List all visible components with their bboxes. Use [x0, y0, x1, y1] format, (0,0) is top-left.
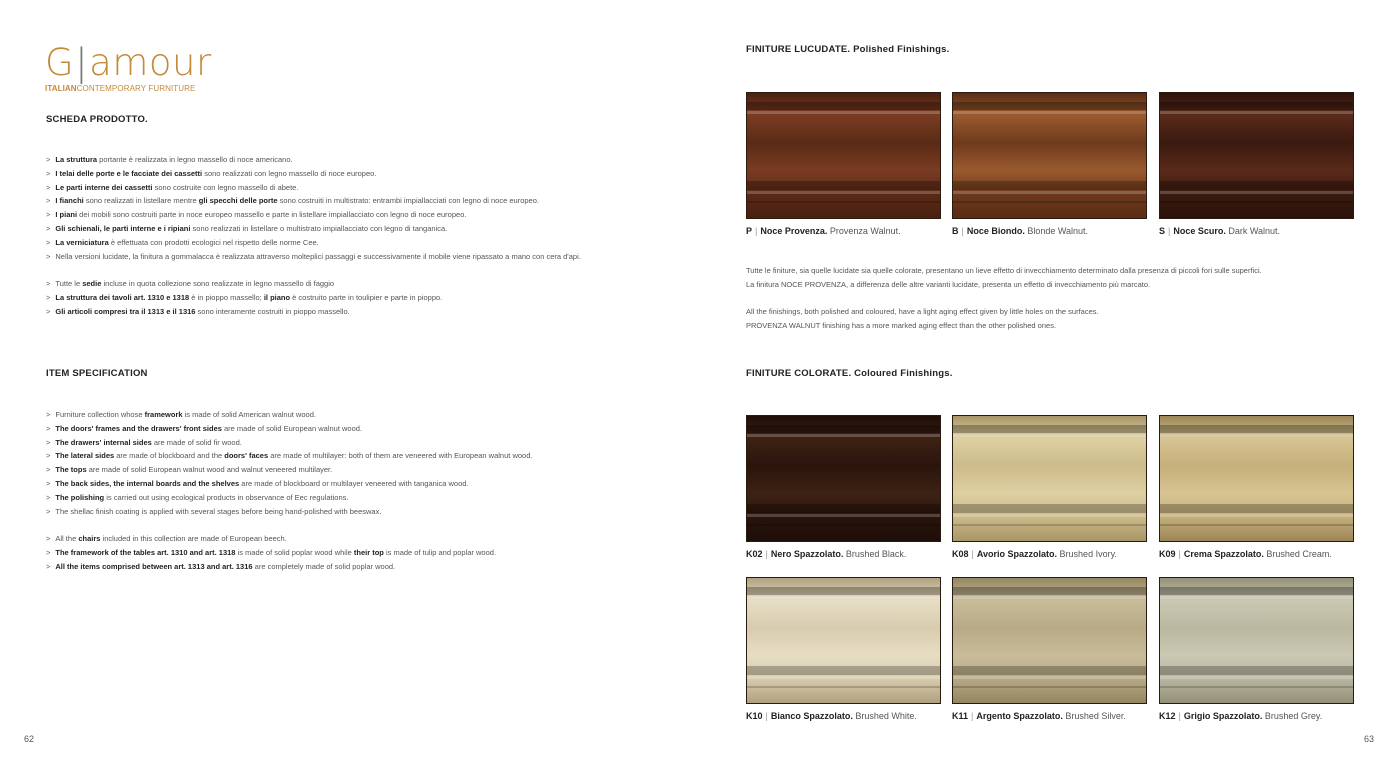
caption-divider: | [1168, 226, 1171, 236]
bold-text: The back sides, the internal boards and the shelves [55, 478, 240, 488]
body-text: sono realizzati in listellare o multistrato impiallacciato con legno di tanganica. [190, 223, 448, 233]
finish-english-name: Brushed Cream. [1263, 549, 1332, 559]
finish-caption [1159, 226, 1280, 236]
bullet-arrow: > [46, 437, 51, 447]
note-en-line-1: All the finishings, both polished and coloured, have a light aging effect given by little holes on the surfaces. [746, 307, 1099, 316]
list-item [46, 408, 532, 422]
body-text: sono costruite con legno massello di abete. [152, 182, 299, 192]
swatch-molding [1160, 181, 1353, 190]
swatch-molding [1160, 102, 1353, 110]
swatch-molding [1160, 504, 1353, 513]
bold-text: il piano [263, 292, 291, 302]
finish-name: Avorio Spazzolato. [976, 549, 1058, 559]
swatch-molding [747, 686, 940, 688]
body-text: is made of solid American walnut wood. [182, 410, 316, 419]
swatch-molding [747, 596, 940, 599]
bold-text: The framework of the tables art. 1310 and art. 1318 [55, 547, 236, 557]
body-text: portante è realizzata in legno massello di noce americano. [97, 155, 293, 164]
swatch-molding [953, 686, 1146, 688]
brand-word-right: amour [89, 41, 212, 84]
bullet-arrow: > [46, 492, 51, 502]
finish-swatch [746, 577, 941, 704]
page-number-right: 63 [1364, 734, 1375, 744]
swatch-molding [1160, 434, 1353, 437]
swatch-molding [953, 181, 1146, 190]
swatch-molding [953, 504, 1146, 513]
body-text: are completely made of solid poplar wood. [252, 561, 396, 571]
finish-caption [746, 549, 906, 559]
bullet-arrow: > [46, 168, 51, 178]
bullet-arrow: > [46, 465, 51, 475]
finish-swatch [952, 415, 1147, 542]
finish-name: Crema Spazzolato. [1183, 549, 1264, 559]
swatch-molding [747, 587, 940, 595]
swatch-molding [953, 434, 1146, 437]
list-item [46, 222, 581, 236]
brand-tagline [45, 84, 212, 93]
coloured-heading [746, 368, 953, 379]
caption-divider: | [971, 711, 974, 721]
finish-swatch [952, 92, 1147, 219]
list-item [46, 546, 532, 560]
list-item [46, 532, 532, 546]
body-text: è effettuata con prodotti ecologici nel rispetto delle norme Cee. [108, 237, 319, 247]
list-item [46, 167, 581, 181]
swatch-molding [747, 181, 940, 190]
bold-text: Le parti interne dei cassetti [55, 182, 153, 192]
bullet-arrow: > [46, 506, 51, 516]
body-text: incluse in quota collezione sono realizzate in legno massello di faggio [101, 279, 335, 289]
finish-swatch [1159, 415, 1354, 542]
swatch-molding [953, 666, 1146, 675]
body-text: Nella versioni lucidate, la finitura a gommalacca è realizzata attraverso molteplici passaggi e successivamente il mobile viene ripassato a mano con cera d'api. [55, 251, 581, 261]
swatch-molding [747, 514, 940, 517]
bold-text: I fianchi [55, 196, 84, 206]
swatch-molding [1160, 514, 1353, 517]
body-text: è in pioppo massello; [189, 292, 264, 302]
list-item [46, 477, 532, 491]
caption-divider: | [765, 549, 768, 559]
bold-text: chairs [78, 534, 101, 544]
swatch-molding [747, 111, 940, 114]
finish-caption [746, 711, 917, 721]
bullet-arrow: > [46, 279, 51, 289]
finish-name: Nero Spazzolato. [770, 549, 844, 559]
swatch-molding [953, 425, 1146, 433]
list-item [46, 291, 581, 305]
finish-code: K11 [952, 711, 969, 721]
body-text: sono realizzati in listellare mentre [83, 196, 199, 206]
bold-text: The polishing [55, 492, 105, 502]
list-item [46, 236, 581, 250]
body-text: Tutte le [55, 279, 83, 289]
swatch-molding [747, 524, 940, 526]
swatch-molding [747, 666, 940, 675]
finish-code: K02 [746, 549, 763, 559]
finish-english-name: Blonde Walnut. [1024, 226, 1089, 236]
swatch-molding [1160, 587, 1353, 595]
brand-tagline-bold: ITALIAN [45, 84, 77, 93]
bullet-arrow: > [46, 210, 51, 220]
finish-code: K08 [952, 549, 969, 559]
body-text: are made of solid European walnut wood and walnut veneered multilayer. [86, 465, 333, 475]
finish-english-name: Brushed Ivory. [1057, 549, 1117, 559]
finish-english-name: Brushed White. [852, 711, 917, 721]
finish-swatch [746, 92, 941, 219]
bold-text: I piani [55, 210, 78, 220]
bullet-arrow: > [46, 237, 51, 247]
bold-text: The drawers' internal sides [55, 437, 152, 447]
caption-divider: | [961, 226, 964, 236]
bold-text: The tops [55, 465, 87, 475]
list-item [46, 208, 581, 222]
scheda-heading: SCHEDA PRODOTTO. [46, 114, 148, 125]
finish-english-name: Brushed Black. [843, 549, 907, 559]
bold-text: The lateral sides [55, 451, 115, 461]
finish-code: S [1159, 226, 1166, 236]
list-item [46, 560, 532, 574]
body-text: are made of blockboard or multilayer veneered with tanganica wood. [239, 478, 469, 488]
finish-code: P [746, 226, 753, 236]
list-item [46, 491, 532, 505]
bold-text: The doors' frames and the drawers' front sides [55, 423, 222, 433]
finish-caption [952, 711, 1126, 721]
body-text: included in this collection are made of European beech. [100, 534, 287, 544]
polished-note-it [746, 264, 1262, 292]
bullet-arrow: > [46, 182, 51, 192]
bullet-arrow: > [46, 410, 51, 419]
finish-english-name: Brushed Grey. [1262, 711, 1323, 721]
bold-text: gli specchi delle porte [198, 196, 278, 206]
polished-heading-rest: Polished Finishings. [850, 44, 950, 55]
finish-name: Noce Biondo. [966, 226, 1025, 236]
bullet-arrow: > [46, 223, 51, 233]
note-en-line-2: PROVENZA WALNUT finishing has a more marked aging effect than the other polished ones. [746, 320, 1057, 330]
polished-heading-bold: FINITURE LUCUDATE. [746, 44, 851, 55]
body-text: sono interamente costruiti in pioppo massello. [195, 306, 350, 316]
bullet-arrow: > [46, 292, 51, 302]
body-text: sono realizzati con legno massello di noce europeo. [202, 168, 377, 178]
finish-name: Bianco Spazzolato. [770, 711, 853, 721]
item-spec-list [46, 408, 532, 574]
swatch-molding [1160, 111, 1353, 114]
coloured-heading-rest: Coloured Finishings. [851, 368, 953, 379]
bold-text: I telai delle porte e le facciate dei cassetti [55, 168, 203, 178]
body-text: All the [55, 534, 79, 544]
finish-caption [1159, 711, 1322, 721]
swatch-molding [1160, 686, 1353, 688]
finish-english-name: Provenza Walnut. [827, 226, 901, 236]
list-item [46, 422, 532, 436]
list-item [46, 153, 581, 167]
swatch-molding [953, 102, 1146, 110]
body-text: The shellac finish coating is applied with several stages before being hand-polished with beeswax. [55, 506, 382, 516]
bold-text: doors' faces [224, 451, 269, 461]
list-item [46, 463, 532, 477]
swatch-molding [747, 201, 940, 203]
bullet-arrow: > [46, 547, 51, 557]
list-item [46, 250, 581, 264]
bullet-arrow: > [46, 534, 51, 544]
polished-heading [746, 44, 949, 55]
body-text: is carried out using ecological products in observance of Eec regulations. [104, 492, 349, 502]
finish-name: Noce Scuro. [1173, 226, 1226, 236]
swatch-molding [953, 587, 1146, 595]
note-it-line-2: La finitura NOCE PROVENZA, a differenza delle altre varianti lucidate, presenta un effetto di invecchiamento più marcato. [746, 279, 1151, 289]
swatch-molding [1160, 201, 1353, 203]
swatch-molding [747, 191, 940, 194]
finish-name: Grigio Spazzolato. [1183, 711, 1263, 721]
swatch-molding [1160, 676, 1353, 679]
coloured-heading-bold: FINITURE COLORATE. [746, 368, 852, 379]
body-text: dei mobili sono costruiti parte in noce europeo massello e parte in listellare impiallacciato con legno di noce europeo. [77, 210, 467, 220]
bullet-arrow: > [46, 478, 51, 488]
swatch-molding [953, 676, 1146, 679]
brand-tagline-rest: CONTEMPORARY FURNITURE [76, 84, 196, 93]
swatch-molding [1160, 191, 1353, 194]
bold-text: Gli schienali, le parti interne e i ripiani [55, 223, 191, 233]
list-item [46, 181, 581, 195]
finish-caption [746, 226, 901, 236]
list-item [46, 436, 532, 450]
swatch-molding [1160, 596, 1353, 599]
finish-code: B [952, 226, 959, 236]
finish-english-name: Dark Walnut. [1225, 226, 1281, 236]
note-it-line-1: Tutte le finiture, sia quelle lucidate sia quelle colorate, presentano un lieve effetto di invecchiamento determinato dalla presenza di piccoli fori sulle superfici. [746, 266, 1262, 275]
finish-swatch [952, 577, 1147, 704]
list-item [46, 194, 581, 208]
bullet-arrow: > [46, 196, 51, 206]
body-text: Furniture collection whose [55, 410, 145, 419]
swatch-molding [747, 676, 940, 679]
bold-text: sedie [82, 279, 102, 289]
brand-wordmark [45, 41, 212, 84]
body-text: è costruito parte in toulipier e parte in pioppo. [290, 292, 443, 302]
finish-caption [952, 226, 1088, 236]
caption-divider: | [971, 549, 974, 559]
swatch-molding [747, 504, 940, 513]
finish-code: K12 [1159, 711, 1176, 721]
swatch-molding [953, 524, 1146, 526]
brand-word-left: G [45, 41, 75, 84]
scheda-list [46, 153, 581, 319]
finish-code: K09 [1159, 549, 1176, 559]
list-item [46, 449, 532, 463]
body-text: is made of solid poplar wood while [235, 547, 354, 557]
bold-text: La struttura dei tavoli art. 1310 e 1318 [55, 292, 190, 302]
bold-text: La struttura [55, 155, 98, 164]
finish-name: Noce Provenza. [760, 226, 828, 236]
list-item [46, 277, 581, 291]
body-text: are made of solid fir wood. [151, 437, 242, 447]
swatch-molding [1160, 666, 1353, 675]
list-item [46, 305, 581, 319]
body-text: is made of tulip and poplar wood. [383, 547, 497, 557]
brand-logo [45, 41, 212, 93]
bullet-arrow: > [46, 561, 51, 571]
bold-text: La verniciatura [55, 237, 109, 247]
swatch-molding [1160, 425, 1353, 433]
swatch-molding [747, 102, 940, 110]
swatch-molding [1160, 524, 1353, 526]
brand-divider: | [75, 41, 89, 84]
page-number-left: 62 [24, 734, 35, 744]
body-text: are made of multilayer: both of them are veneered with European walnut wood. [268, 451, 533, 461]
bold-text: All the items comprised between art. 1313 and art. 1316 [55, 561, 253, 571]
caption-divider: | [1178, 549, 1181, 559]
bold-text: framework [144, 410, 183, 419]
finish-code: K10 [746, 711, 763, 721]
body-text: are made of blockboard and the [114, 451, 225, 461]
finish-swatch [746, 415, 941, 542]
bullet-arrow: > [46, 451, 51, 461]
bullet-arrow: > [46, 155, 51, 164]
list-item [46, 505, 532, 519]
caption-divider: | [1178, 711, 1181, 721]
bullet-arrow: > [46, 306, 51, 316]
finish-swatch [1159, 577, 1354, 704]
finish-swatch [1159, 92, 1354, 219]
finish-caption [1159, 549, 1332, 559]
finish-english-name: Brushed Silver. [1062, 711, 1126, 721]
bullet-arrow: > [46, 251, 51, 261]
caption-divider: | [765, 711, 768, 721]
body-text: are made of solid European walnut wood. [221, 423, 363, 433]
swatch-molding [953, 111, 1146, 114]
finish-name: Argento Spazzolato. [976, 711, 1063, 721]
caption-divider: | [755, 226, 758, 236]
swatch-molding [953, 201, 1146, 203]
item-spec-heading: ITEM SPECIFICATION [46, 368, 148, 379]
swatch-molding [747, 434, 940, 437]
bold-text: their top [353, 547, 384, 557]
swatch-molding [747, 425, 940, 433]
swatch-molding [953, 514, 1146, 517]
body-text: sono costruiti in multistrato: entrambi impiallacciati con legno di noce europeo. [277, 196, 539, 206]
polished-note-en [746, 305, 1099, 333]
bold-text: Gli articoli compresi tra il 1313 e il 1316 [55, 306, 196, 316]
swatch-molding [953, 596, 1146, 599]
bullet-arrow: > [46, 423, 51, 433]
finish-caption [952, 549, 1117, 559]
swatch-molding [953, 191, 1146, 194]
